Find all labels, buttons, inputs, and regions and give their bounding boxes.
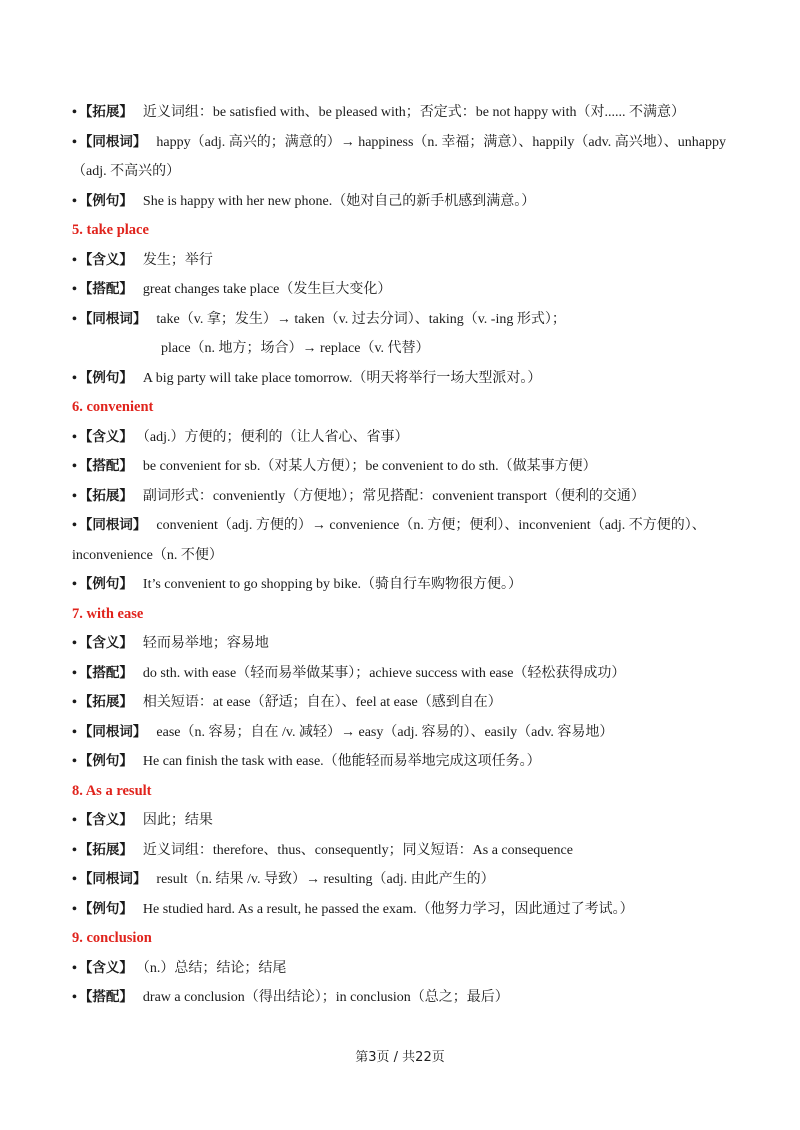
entry-tag: 【拓展】 [78, 487, 133, 504]
bullet-icon: • [72, 193, 77, 209]
bullet-icon: • [72, 429, 77, 445]
entry-text: （adj.）方便的；便利的（让人省心、省事） [142, 429, 409, 445]
entry-text: ease（n. 容易；自在 /v. 减轻）→ easy（adj. 容易的）、easily（adv. 容易地） [156, 724, 614, 740]
entry-tag: 【拓展】 [78, 841, 133, 858]
bullet-icon: • [72, 665, 77, 681]
entry-text: 近义词组：be satisfied with、be pleased with；否定式：be not happy with（对...... 不满意） [142, 105, 685, 120]
entry-text: result（n. 结果 /v. 导致）→ resulting（adj. 由此产生的） [156, 872, 495, 887]
section-heading: 7. with ease [72, 605, 144, 622]
entry-text: He can finish the task with ease.（他能轻而易举地完成这项任务。） [142, 754, 541, 769]
entry-tag: 【例句】 [78, 369, 133, 386]
entry-tag: 【含义】 [78, 428, 133, 445]
bullet-icon: • [72, 813, 77, 828]
entry-text: 近义词组：therefore、thus、consequently；同义短语：As a consequence [142, 842, 573, 858]
entry-tag: 【搭配】 [78, 281, 133, 297]
list-item [72, 659, 732, 689]
entry-tag: 【搭配】 [78, 989, 133, 1005]
entry-text: 副词形式：conveniently（方便地）；常见搭配：convenient transport（便利的交通） [142, 488, 645, 504]
entry-tag: 【例句】 [78, 753, 133, 769]
bullet-icon: • [72, 134, 77, 150]
bullet-icon: • [72, 990, 77, 1005]
list-item [72, 895, 732, 925]
list-item [72, 364, 732, 394]
bullet-icon: • [72, 518, 77, 533]
entry-tag: 【含义】 [78, 812, 133, 828]
entry-text: draw a conclusion（得出结论）；in conclusion（总之；最后） [142, 990, 509, 1005]
list-item [72, 452, 732, 482]
list-item [72, 865, 732, 895]
entry-text: 相关短语：at ease（舒适；自在）、feel at ease（感到自在） [142, 695, 502, 710]
entry-tag: 【含义】 [78, 959, 133, 976]
list-item [72, 570, 732, 600]
page-content [72, 98, 732, 1013]
list-item [72, 688, 732, 718]
bullet-icon: • [72, 311, 77, 327]
entry-text: 因此；结果 [142, 813, 213, 828]
entry-text: It’s convenient to go shopping by bike.（骑自行车购物很方便。） [142, 577, 523, 592]
list-item [72, 98, 732, 128]
bullet-icon: • [72, 695, 77, 710]
bullet-icon: • [72, 282, 77, 297]
entry-tag: 【含义】 [78, 635, 133, 651]
entry-text: do sth. with ease（轻而易举做某事）；achieve success with ease（轻松获得成功） [142, 665, 626, 681]
entry-tag: 【例句】 [78, 192, 133, 209]
entry-text: great changes take place（发生巨大变化） [142, 282, 392, 297]
bullet-icon: • [72, 754, 77, 769]
list-item [72, 275, 732, 305]
page-footer: 第3页 / 共22页 [355, 1050, 445, 1065]
entry-tag: 【例句】 [78, 576, 133, 592]
entry-tag: 【搭配】 [78, 664, 133, 681]
list-item [72, 836, 732, 866]
section-heading: 9. conclusion [72, 930, 152, 946]
list-item [72, 511, 732, 570]
bullet-icon: • [72, 872, 77, 887]
bullet-icon: • [72, 488, 77, 504]
entry-tag: 【例句】 [78, 900, 133, 917]
bullet-icon: • [72, 459, 77, 474]
entry-text: A big party will take place tomorrow.（明天将举行一场大型派对。） [142, 370, 542, 386]
list-item [72, 954, 732, 984]
entry-text: happy（adj. 高兴的；满意的）→ happiness（n. 幸福；满意）、happily（adv. 高兴地）、unhappy（adj. 不高兴的） [72, 134, 726, 179]
entry-tag: 【同根词】 [78, 871, 147, 887]
entry-text: （n.）总结；结论；结尾 [142, 960, 287, 976]
entry-tag: 【同根词】 [78, 723, 147, 740]
entry-text: She is happy with her new phone.（她对自己的新手机感到满意。） [142, 193, 536, 209]
list-item [72, 128, 732, 187]
entry-text: take（v. 拿；发生）→ taken（v. 过去分词）、taking（v. -ing 形式）； [156, 311, 566, 327]
entry-tag: 【拓展】 [78, 104, 133, 120]
list-item [72, 718, 732, 748]
section-heading: 5. take place [72, 222, 149, 238]
bullet-icon: • [72, 252, 77, 268]
list-item [72, 482, 732, 512]
bullet-icon: • [72, 960, 77, 976]
entry-text: 轻而易举地；容易地 [142, 636, 269, 651]
section-heading: 8. As a result [72, 782, 152, 799]
section-heading: 6. convenient [72, 399, 154, 415]
list-item [72, 423, 732, 453]
entry-text: be convenient for sb.（对某人方便）；be convenient to do sth.（做某事方便） [142, 459, 597, 474]
entry-continuation [72, 334, 732, 364]
entry-text: He studied hard. As a result, he passed the exam.（他努力学习，因此通过了考试。） [142, 901, 634, 917]
bullet-icon: • [72, 370, 77, 386]
entry-tag: 【同根词】 [78, 310, 147, 327]
list-item [72, 187, 732, 217]
list-item [72, 747, 732, 777]
list-item [72, 246, 732, 276]
entry-text: place（n. 地方；场合）→ replace（v. 代替） [161, 341, 430, 356]
bullet-icon: • [72, 901, 77, 917]
bullet-icon: • [72, 105, 77, 120]
entry-tag: 【拓展】 [78, 694, 133, 710]
entry-tag: 【搭配】 [78, 458, 133, 474]
bullet-icon: • [72, 577, 77, 592]
entry-tag: 【同根词】 [78, 133, 147, 150]
entry-text: 发生；举行 [142, 252, 213, 268]
bullet-icon: • [72, 724, 77, 740]
entry-tag: 【同根词】 [78, 517, 147, 533]
list-item [72, 305, 732, 335]
list-item [72, 806, 732, 836]
entry-text: convenient（adj. 方便的）→ convenience（n. 方便；便利）、inconvenient（adj. 不方便的）、inconvenience（n. 不便） [72, 518, 706, 563]
list-item [72, 629, 732, 659]
list-item [72, 983, 732, 1013]
bullet-icon: • [72, 842, 77, 858]
entry-tag: 【含义】 [78, 251, 133, 268]
bullet-icon: • [72, 636, 77, 651]
